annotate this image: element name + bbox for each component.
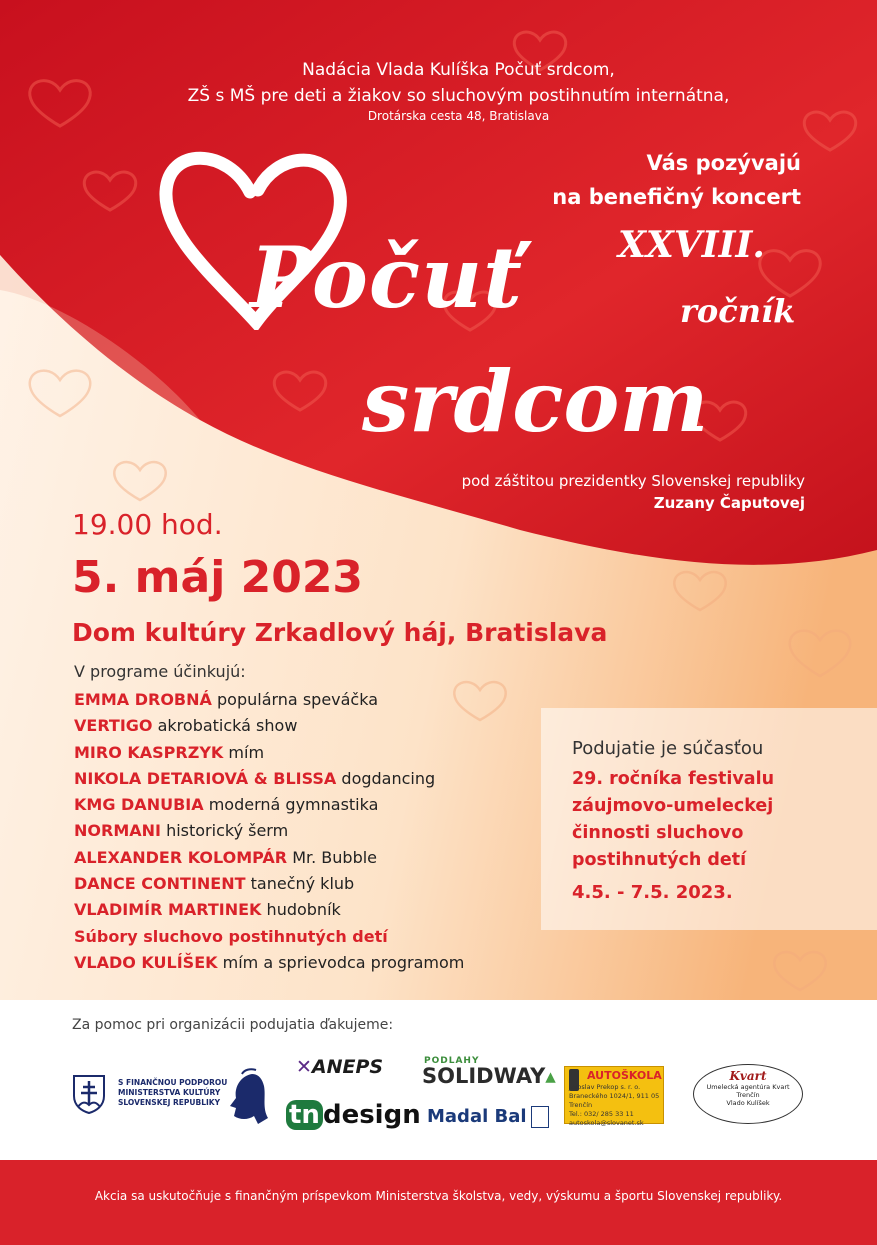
autoskola-line: Tel.: 032/ 285 33 11 <box>569 1110 634 1118</box>
performer-name: VLADIMÍR MARTINEK <box>74 900 262 920</box>
performer-desc: mím a sprievodca programom <box>222 952 465 972</box>
performer-item <box>74 927 464 953</box>
festival-dates: 4.5. - 7.5. 2023. <box>572 882 733 903</box>
autoskola-title: AUTOŠKOLA <box>587 1069 662 1082</box>
patron-name: Zuzany Čaputovej <box>653 494 805 512</box>
invitation-text <box>552 146 801 214</box>
autoskola-line: Jaroslav Prekop s. r. o. <box>569 1083 641 1091</box>
performer-name: KMG DANUBIA <box>74 795 204 815</box>
organizer-line-1: Nadácia Vlada Kulíška Počuť srdcom, <box>302 60 615 80</box>
program-label: V programe účinkujú: <box>74 662 246 681</box>
aneps-logo <box>296 1056 383 1078</box>
performer-desc: mím <box>228 742 265 762</box>
solidway-leaf-icon: ▴ <box>545 1064 556 1088</box>
kvart-details <box>694 1083 802 1107</box>
kvart-line: Vlado Kulíšek <box>726 1099 770 1107</box>
performer-item <box>74 769 464 795</box>
performer-item <box>74 690 464 716</box>
ministry-line: S FINANČNOU PODPOROU <box>118 1078 228 1087</box>
performer-name: NORMANI <box>74 821 161 841</box>
title-word-1: Počuť <box>250 228 523 327</box>
festival-intro: Podujatie je súčasťou <box>572 738 764 759</box>
organizer-address: Drotárska cesta 48, Bratislava <box>367 109 550 123</box>
edition-word: ročník <box>680 292 796 330</box>
ministry-line: SLOVENSKEJ REPUBLIKY <box>118 1098 221 1107</box>
performer-list <box>74 690 464 979</box>
performer-desc: moderná gymnastika <box>208 795 379 815</box>
sponsors-thanks: Za pomoc pri organizácii podujatia ďakujeme: <box>72 1017 394 1033</box>
patronage-line: pod záštitou prezidentky Slovenskej republiky <box>461 472 805 490</box>
solidway-text: SOLIDWAY <box>422 1064 546 1088</box>
event-venue: Dom kultúry Zrkadlový háj, Bratislava <box>72 618 608 647</box>
festival-line: činnosti sluchovo <box>572 823 744 843</box>
performer-desc: tanečný klub <box>250 874 355 894</box>
autoskola-line: autoskola@slovanet.sk <box>569 1119 644 1127</box>
madal-text: Madal Bal <box>427 1106 527 1127</box>
kvart-title: Kvart <box>729 1069 767 1083</box>
performer-desc: akrobatická show <box>157 716 298 736</box>
edition-number: XXVIII. <box>618 224 765 266</box>
slovak-crest-icon <box>72 1074 106 1114</box>
performer-desc: populárna speváčka <box>217 690 379 709</box>
performer-name: DANCE CONTINENT <box>74 874 246 894</box>
autoskola-line: Braneckého 1024/1, 911 05 Trenčín <box>569 1092 660 1109</box>
autoskola-logo <box>564 1066 664 1127</box>
organizer-line-2: ZŠ s MŠ pre deti a žiakov so sluchovým postihnutím internátna, <box>187 86 730 106</box>
performer-desc: hudobník <box>266 900 341 920</box>
performer-item <box>74 953 464 979</box>
performer-item <box>74 716 464 742</box>
ministry-line: MINISTERSTVA KULTÚRY <box>118 1088 221 1097</box>
performer-name: ALEXANDER KOLOMPÁR <box>74 847 288 867</box>
madal-emblem-icon <box>531 1106 549 1128</box>
ministry-face-icon <box>222 1068 272 1128</box>
performer-name: EMMA DROBNÁ <box>74 690 212 709</box>
performer-desc: historický šerm <box>166 821 289 841</box>
event-date: 5. máj 2023 <box>72 552 364 603</box>
ministry-culture-logo <box>72 1068 272 1128</box>
aneps-text: ANEPS <box>311 1056 384 1078</box>
performer-item <box>74 900 464 926</box>
tndesign-text: design <box>322 1100 421 1130</box>
kvart-agency-logo <box>693 1064 803 1124</box>
kvart-line: Trenčín <box>736 1091 760 1099</box>
festival-line: 29. ročníka festivalu <box>572 769 775 789</box>
ministry-text <box>118 1078 227 1108</box>
kvart-line: Umelecká agentúra Kvart <box>706 1083 790 1091</box>
event-time: 19.00 hod. <box>72 508 223 541</box>
title-word-2: srdcom <box>362 352 709 451</box>
invite-line-1: Vás pozývajú <box>646 151 801 175</box>
aneps-mark-icon: ✕ <box>296 1056 312 1078</box>
festival-line: postihnutých detí <box>572 850 747 870</box>
performer-name: VLADO KULÍŠEK <box>74 952 218 972</box>
performer-item <box>74 743 464 769</box>
performer-desc: dogdancing <box>341 768 436 788</box>
footer-text: Akcia sa uskutočňuje s finančným príspevkom Ministerstva školstva, vedy, výskumu a športu Slovenskej republiky. <box>94 1189 783 1203</box>
festival-line: záujmovo-umeleckej <box>572 796 774 816</box>
solidway-tagline: PODLAHY <box>424 1056 480 1066</box>
performer-item <box>74 874 464 900</box>
performer-item <box>74 795 464 821</box>
performer-item <box>74 848 464 874</box>
performer-desc: Mr. Bubble <box>292 847 378 867</box>
performer-item <box>74 821 464 847</box>
tndesign-mark: tn <box>286 1100 323 1130</box>
madal-bal-logo <box>427 1106 549 1128</box>
performer-name: MIRO KASPRZYK <box>74 742 224 762</box>
performer-name: Súbory sluchovo postihnutých detí <box>74 926 388 946</box>
autoskola-details <box>569 1083 663 1128</box>
performer-name: NIKOLA DETARIOVÁ & BLISSA <box>74 768 337 788</box>
solidway-logo <box>422 1064 556 1088</box>
tndesign-logo <box>286 1100 421 1130</box>
festival-description <box>572 766 774 874</box>
invite-line-2: na benefičný koncert <box>552 185 801 209</box>
performer-name: VERTIGO <box>74 716 153 736</box>
